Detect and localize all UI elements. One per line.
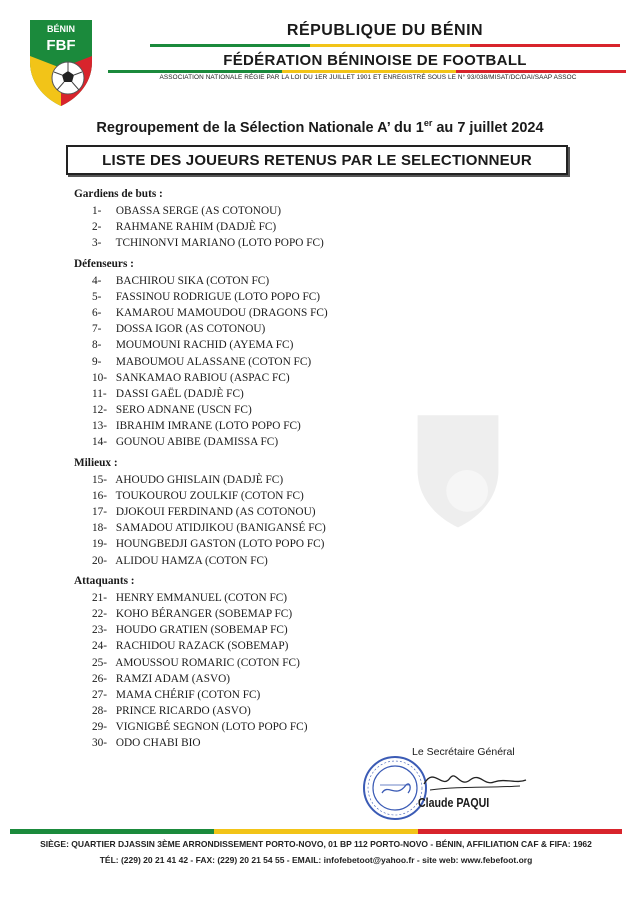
player-row	[74, 504, 494, 520]
player-row	[74, 638, 494, 654]
player-section	[74, 455, 494, 569]
player-row	[74, 553, 494, 569]
player-name: VIGNIGBÉ SEGNON (LOTO POPO FC)	[115, 721, 308, 734]
player-row	[74, 719, 494, 735]
player-row	[74, 219, 494, 235]
player-number: 29-	[92, 721, 108, 734]
handwritten-signature	[420, 760, 530, 798]
player-number: 5-	[92, 290, 102, 303]
player-name: MAMA CHÉRIF (COTON FC)	[115, 688, 261, 701]
player-row	[74, 235, 494, 251]
player-number: 19-	[92, 538, 108, 551]
player-row	[74, 289, 494, 305]
player-number: 23-	[92, 624, 108, 637]
player-row	[74, 354, 494, 370]
player-name: DJOKOUI FERDINAND (AS COTONOU)	[115, 506, 316, 518]
player-number: 13-	[92, 420, 108, 433]
section-title: Milieux :	[74, 456, 118, 469]
official-stamp	[362, 755, 428, 821]
players-list	[74, 186, 494, 756]
player-name: RAMZI ADAM (ASVO)	[115, 672, 231, 685]
player-name: AHOUDO GHISLAIN (DADJÈ FC)	[115, 473, 284, 486]
player-name: GOUNOU ABIBE (DAMISSA FC)	[115, 436, 279, 449]
fbf-logo	[24, 16, 98, 108]
player-number: 14-	[92, 436, 108, 449]
player-row	[74, 305, 494, 321]
republic-title: RÉPUBLIQUE DU BÉNIN	[286, 22, 484, 39]
player-number: 7-	[92, 323, 102, 336]
player-number: 17-	[92, 506, 108, 518]
player-row	[74, 321, 494, 337]
player-name: DASSI GAËL (DADJÈ FC)	[115, 387, 244, 400]
federation-title: FÉDÉRATION BÉNINOISE DE FOOTBALL	[223, 52, 527, 69]
header-rule-red-2	[456, 70, 626, 73]
player-name: SERO ADNANE (USCN FC)	[115, 404, 252, 417]
player-row	[74, 703, 494, 719]
footer-rule-red	[418, 829, 622, 834]
player-row	[74, 488, 494, 504]
player-section	[74, 256, 494, 451]
signatory-name: Claude PAQUI	[418, 796, 490, 810]
player-number: 16-	[92, 489, 108, 502]
player-name: TOUKOUROU ZOULKIF (COTON FC)	[115, 489, 304, 502]
player-number: 22-	[92, 607, 108, 620]
player-name: MOUMOUNI RACHID (AYEMA FC)	[115, 339, 294, 352]
logo-text-top: BÉNIN	[46, 24, 76, 34]
player-row	[74, 622, 494, 638]
player-row	[74, 434, 494, 450]
player-row	[74, 273, 494, 289]
player-number: 18-	[92, 522, 108, 535]
regroupement-dates: au 7 juillet 2024	[432, 119, 544, 136]
player-number: 26-	[92, 672, 108, 685]
player-number: 6-	[92, 306, 102, 319]
player-name: KAMAROU MAMOUDOU (DRAGONS FC)	[115, 306, 328, 319]
player-number: 21-	[92, 591, 108, 604]
header-rule-yellow	[310, 44, 470, 47]
player-name: AMOUSSOU ROMARIC (COTON FC)	[115, 656, 300, 669]
section-title: Gardiens de buts :	[74, 188, 163, 200]
player-number: 2-	[92, 221, 102, 234]
section-title: Attaquants :	[74, 574, 135, 587]
association-note: ASSOCIATION NATIONALE RÉGIE PAR LA LOI DU 1ER JUILLET 1901 ET ENREGISTRÉ SOUS LE N° 93/038/MISAT/DC/DAI/SAAP ASSOC	[159, 74, 577, 81]
section-title: Défenseurs :	[74, 257, 134, 270]
signatory-title: Le Secrétaire Général	[412, 746, 515, 758]
player-row	[74, 203, 494, 219]
player-row	[74, 337, 494, 353]
player-name: OBASSA SERGE (AS COTONOU)	[115, 205, 282, 217]
player-name: KOHO BÉRANGER (SOBEMAP FC)	[115, 607, 293, 620]
player-number: 30-	[92, 737, 108, 750]
player-number: 8-	[92, 339, 102, 352]
player-name: MABOUMOU ALASSANE (COTON FC)	[115, 355, 312, 368]
player-name: ODO CHABI BIO	[115, 737, 201, 750]
player-row	[74, 386, 494, 402]
player-name: DOSSA IGOR (AS COTONOU)	[115, 323, 266, 336]
player-name: HOUDO GRATIEN (SOBEMAP FC)	[115, 624, 288, 637]
player-number: 11-	[92, 387, 107, 400]
list-title: LISTE DES JOUEURS RETENUS PAR LE SELECTIONNEUR	[66, 145, 568, 175]
player-number: 4-	[92, 274, 102, 287]
player-name: PRINCE RICARDO (ASVO)	[115, 705, 251, 718]
player-name: SAMADOU ATIDJIKOU (BANIGANSÉ FC)	[115, 522, 326, 535]
player-number: 24-	[92, 640, 108, 653]
player-number: 27-	[92, 688, 108, 701]
player-row	[74, 590, 494, 606]
player-number: 12-	[92, 404, 108, 417]
footer-contact: TÉL: (229) 20 21 41 42 - FAX: (229) 20 21 54 55 - EMAIL: infofebetoot@yahoo.fr - site web: www.febefoot.org	[99, 855, 533, 865]
player-row	[74, 536, 494, 552]
player-number: 15-	[92, 473, 108, 486]
player-name: HOUNGBEDJI GASTON (LOTO POPO FC)	[115, 538, 325, 551]
player-name: RACHIDOU RAZACK (SOBEMAP)	[115, 640, 289, 653]
player-number: 20-	[92, 554, 108, 567]
player-name: FASSINOU RODRIGUE (LOTO POPO FC)	[115, 290, 321, 303]
player-name: SANKAMAO RABIOU (ASPAC FC)	[115, 371, 290, 384]
player-row	[74, 520, 494, 536]
header-rule-green	[150, 44, 310, 47]
player-row	[74, 418, 494, 434]
player-name: HENRY EMMANUEL (COTON FC)	[115, 591, 288, 604]
player-row	[74, 687, 494, 703]
footer-address: SIÈGE: QUARTIER DJASSIN 3ÈME ARRONDISSEMENT PORTO-NOVO, 01 BP 112 PORTO-NOVO - BÉNIN, AFFILIATION CAF & FIFA: 1962	[40, 839, 592, 849]
regroupement-sup: er	[423, 118, 433, 128]
player-number: 28-	[92, 705, 108, 718]
regroupement-text: Regroupement de la Sélection Nationale A’ du 1	[96, 119, 424, 136]
header-rule-red	[470, 44, 620, 47]
player-name: ALIDOU HAMZA (COTON FC)	[115, 554, 268, 567]
player-name: RAHMANE RAHIM (DADJÈ FC)	[115, 221, 277, 234]
player-name: BACHIROU SIKA (COTON FC)	[115, 274, 270, 287]
player-row	[74, 655, 494, 671]
footer-rule-green	[10, 829, 214, 834]
regroupement-heading	[40, 118, 600, 136]
player-name: IBRAHIM IMRANE (LOTO POPO FC)	[115, 420, 301, 433]
player-number: 25-	[92, 656, 108, 669]
player-number: 10-	[92, 371, 108, 384]
player-section	[74, 573, 494, 752]
logo-text-bottom: FBF	[46, 37, 76, 54]
player-name: TCHINONVI MARIANO (LOTO POPO FC)	[115, 237, 324, 250]
player-row	[74, 402, 494, 418]
footer-rule-yellow	[214, 829, 418, 834]
player-row	[74, 671, 494, 687]
player-row	[74, 370, 494, 386]
player-number: 1-	[92, 205, 102, 217]
player-row	[74, 606, 494, 622]
player-number: 9-	[92, 355, 102, 368]
player-number: 3-	[92, 237, 102, 250]
header-rule-yellow-2	[282, 70, 456, 73]
player-row	[74, 472, 494, 488]
player-section	[74, 186, 494, 252]
header-rule-green-2	[108, 70, 282, 73]
